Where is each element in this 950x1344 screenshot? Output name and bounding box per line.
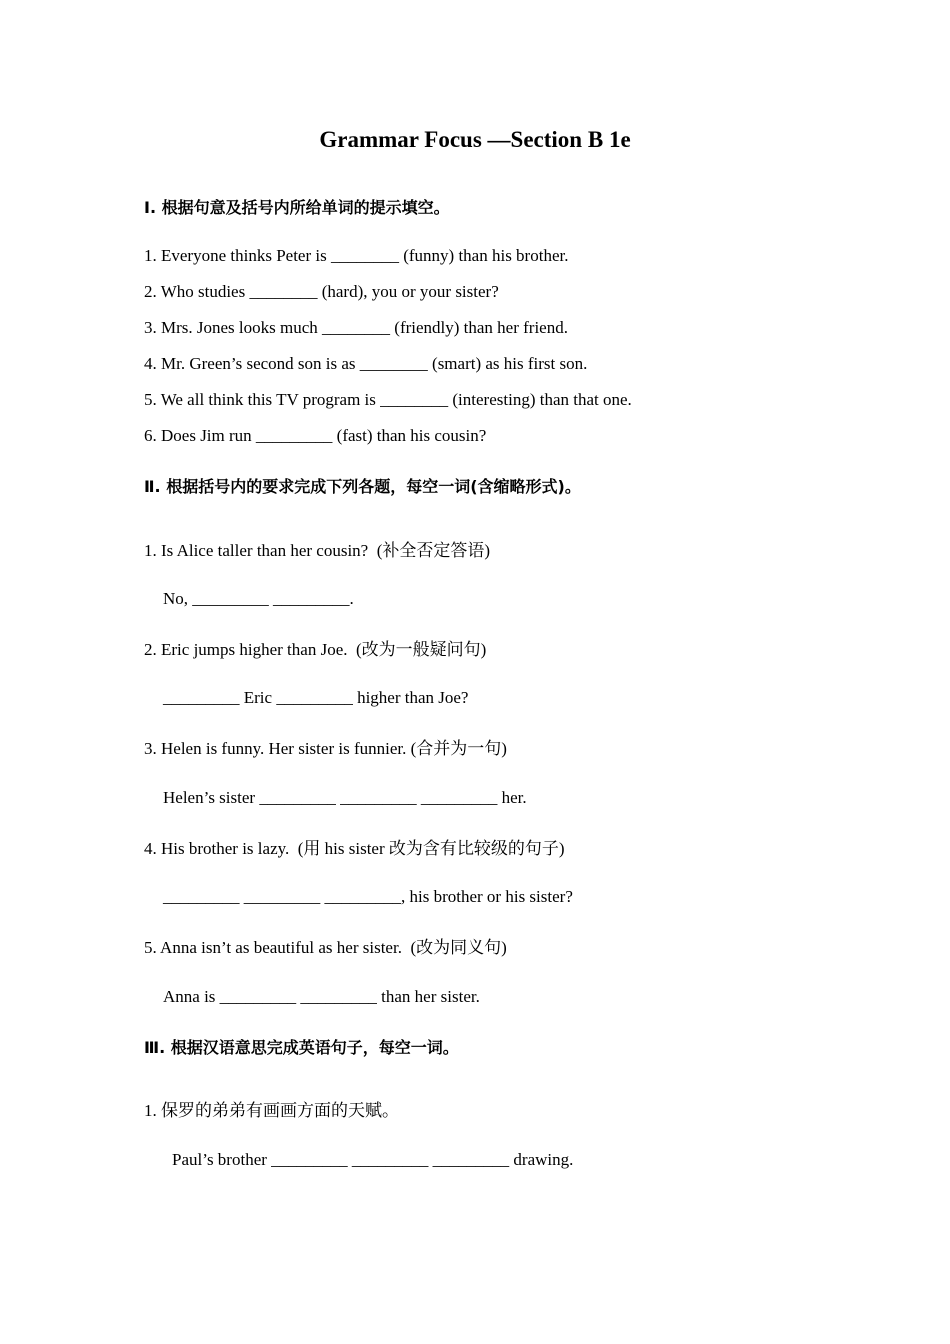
section-3-heading: Ⅲ. 根据汉语意思完成英语句子，每空一词。 <box>144 1038 459 1057</box>
section-1-heading: Ⅰ. 根据句意及括号内所给单词的提示填空。 <box>144 198 450 217</box>
section-1-item-4: 4. Mr. Green’s second son is as ________ (smart) as his first son. <box>144 354 588 373</box>
section-1-item-2: 2. Who studies ________ (hard), you or your sister? <box>144 282 499 301</box>
section-2-answer-5: Anna is _________ _________ than her sister. <box>163 987 480 1006</box>
section-2-question-1: 1. Is Alice taller than her cousin? (补全否定答语) <box>144 541 491 560</box>
section-2-answer-4: _________ _________ _________, his brother or his sister? <box>163 887 573 906</box>
section-2-question-3: 3. Helen is funny. Her sister is funnier. (合并为一句) <box>144 739 507 758</box>
section-1-item-6: 6. Does Jim run _________ (fast) than his cousin? <box>144 426 487 445</box>
section-2-answer-1: No, _________ _________. <box>163 589 354 608</box>
section-2-heading: Ⅱ. 根据括号内的要求完成下列各题，每空一词(含缩略形式)。 <box>144 477 581 496</box>
section-2-question-2: 2. Eric jumps higher than Joe. (改为一般疑问句) <box>144 640 487 659</box>
section-2-answer-2: _________ Eric _________ higher than Joe? <box>163 688 469 707</box>
section-2-answer-3: Helen’s sister _________ _________ _________ her. <box>163 788 527 807</box>
page-title: Grammar Focus —Section B 1e <box>319 127 631 152</box>
section-3-question-1: 1. 保罗的弟弟有画画方面的天赋。 <box>144 1101 399 1120</box>
section-3-answer-1: Paul’s brother _________ _________ _________ drawing. <box>172 1150 574 1169</box>
section-2-question-5: 5. Anna isn’t as beautiful as her sister. (改为同义句) <box>144 938 507 957</box>
section-2-question-4: 4. His brother is lazy. (用 his sister 改为含有比较级的句子) <box>144 839 565 858</box>
section-1-item-1: 1. Everyone thinks Peter is ________ (funny) than his brother. <box>144 246 569 265</box>
section-1-item-3: 3. Mrs. Jones looks much ________ (friendly) than her friend. <box>144 318 568 337</box>
section-1-item-5: 5. We all think this TV program is ________ (interesting) than that one. <box>144 390 632 409</box>
